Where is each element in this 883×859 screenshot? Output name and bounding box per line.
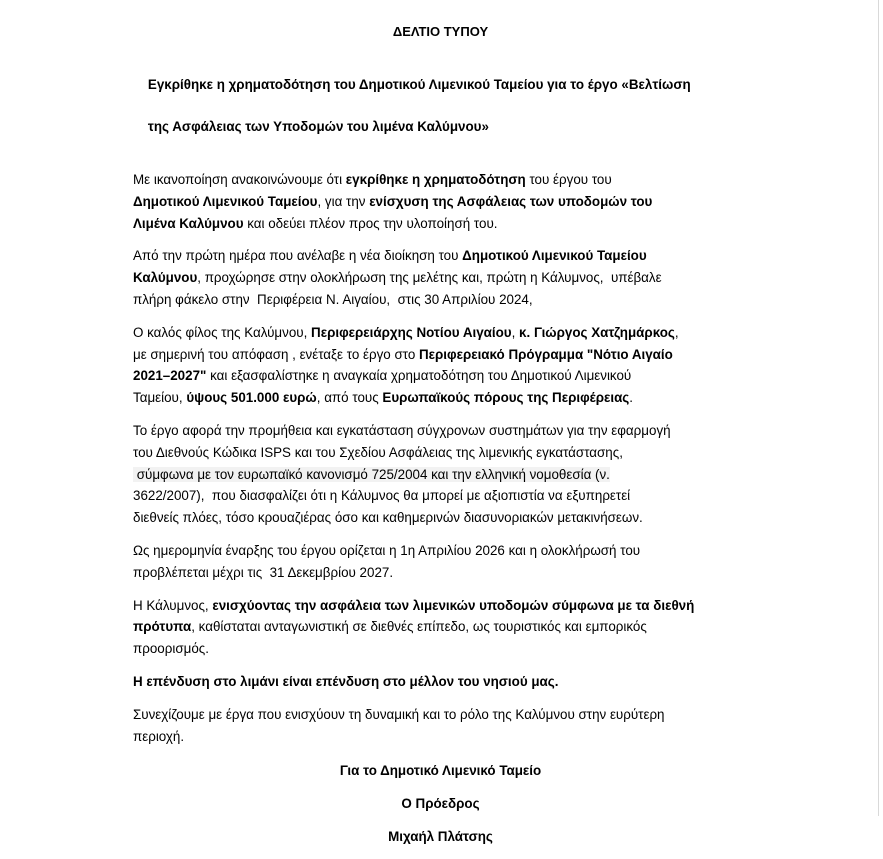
paragraph-competitiveness [133, 595, 748, 660]
p4-line-2: του Διεθνούς Κώδικα ISPS και του Σχεδίου Ασφάλειας της λιμενικής εγκατάστασης, [133, 444, 623, 460]
paragraph-approval [133, 169, 748, 234]
p6-text-2: , καθίσταται ανταγωνιστική σε διεθνές επίπεδο, ως τουριστικός και εμπορικός [191, 619, 647, 635]
headline-line-2: της Ασφάλειας των Υποδομών του λιμένα Καλύμνου» [147, 119, 489, 134]
paragraph-continuation [133, 704, 748, 748]
signature-role: Ο Πρόεδρος [401, 796, 480, 812]
paragraph-investment-statement [133, 671, 748, 693]
p1-text-2: του έργου του [525, 172, 612, 187]
p2-text-3: πλήρη φάκελο στην Περιφέρεια Ν. Αιγαίου, στις 30 Απριλίου 2024, [133, 291, 533, 307]
p4-line-4: 3622/2007), που διασφαλίζει ότι η Κάλυμνος θα μπορεί με αξιοπιστία να εξυπηρετεί [133, 488, 631, 504]
p1-text-1: Με ικανοποίηση ανακοινώνουμε ότι [133, 172, 346, 187]
p3-text-4: με σημερινή του απόφαση , ενέταξε το έργο στο [133, 346, 419, 362]
headline-line-1: Εγκρίθηκε η χρηματοδότηση του Δημοτικού Λιμενικού Ταμείου για το έργο «Βελτίωση [147, 77, 691, 92]
p4-line-5: διεθνείς πλόες, τόσο κρουαζιέρας όσο και καθημερινών διασυνοριακών μετακινήσεων. [133, 510, 643, 526]
paragraph-administration [133, 245, 748, 310]
p2-bold-1: Δημοτικού Λιμενικού Ταμείου [462, 248, 647, 264]
p3-text-3: , [674, 324, 679, 340]
signature-name: Μιχαήλ Πλάτσης [388, 829, 493, 845]
p3-text-1: Ο καλός φίλος της Καλύμνου, [133, 324, 312, 340]
p3-text-6: Ταμείου, [133, 390, 187, 406]
p6-text-1: Η Κάλυμνος, [133, 597, 213, 613]
p5-line-2: προβλέπεται μέχρι τις 31 Δεκεμβρίου 2027. [133, 564, 394, 580]
p6-text-3: προορισμός. [133, 641, 209, 657]
p3-bold-4: 2021–2027" [133, 368, 207, 384]
p8-line-1: Συνεχίζουμε με έργα που ενισχύουν τη δυναμική και το ρόλο της Καλύμνου στην ευρύτερη [133, 706, 665, 722]
p3-text-8: . [629, 390, 634, 406]
p3-text-5: και εξασφαλίστηκε η αναγκαία χρηματοδότηση του Δημοτικού Λιμενικού [206, 368, 632, 384]
p4-line-1: Το έργο αφορά την προμήθεια και εγκατάσταση σύγχρονων συστημάτων για την εφαρμογή [133, 422, 671, 438]
p2-text-2: , προχώρησε στην ολοκλήρωση της μελέτης και, πρώτη η Κάλυμνος, υπέβαλε [197, 270, 662, 286]
paragraph-funding [133, 322, 748, 409]
p5-line-1: Ως ημερομηνία έναρξης του έργου ορίζεται η 1η Απριλίου 2026 και η ολοκλήρωσή του [133, 542, 641, 558]
paragraph-project-scope [133, 420, 748, 529]
p3-bold-1: Περιφερειάρχης Νοτίου Αιγαίου [311, 324, 512, 340]
paragraph-timeline [133, 540, 748, 584]
document-title: ΔΕΛΤΙΟ ΤΥΠΟΥ [392, 24, 489, 39]
signature-organization: Για το Δημοτικό Λιμενικό Ταμείο [339, 763, 542, 779]
p6-bold-1: ενισχύοντας την ασφάλεια των λιμενικών υποδομών σύμφωνα με τα διεθνή [212, 597, 695, 613]
p1-text-3: , για την [317, 193, 370, 209]
p1-bold-3: ενίσχυση της Ασφάλειας των υποδομών του [369, 193, 653, 209]
p8-line-2: περιοχή. [133, 728, 185, 744]
p3-bold-5: ύψους 501.000 ευρώ [186, 390, 317, 406]
p3-bold-2: κ. Γιώργος Χατζημάρκος [519, 324, 675, 340]
headline [133, 53, 748, 158]
p3-text-2: , [511, 324, 520, 340]
p3-text-7: , από τους [316, 390, 383, 406]
p6-bold-2: πρότυπα [133, 619, 192, 635]
p1-bold-2: Δημοτικού Λιμενικού Ταμείου [133, 193, 318, 209]
page-edge-divider [878, 0, 879, 816]
p2-bold-2: Καλύμνου [133, 270, 198, 286]
p7-bold: Η επένδυση στο λιμάνι είναι επένδυση στο μέλλον του νησιού μας. [133, 673, 559, 689]
p3-bold-6: Ευρωπαϊκούς πόρους της Περιφέρειας [382, 390, 630, 406]
p1-bold-4: Λιμένα Καλύμνου [133, 215, 244, 231]
p1-text-4: και οδεύει πλέον προς την υλοποίησή του. [243, 215, 498, 231]
p4-line-3: σύμφωνα με τον ευρωπαϊκό κανονισμό 725/2004 και την ελληνική νομοθεσία (ν. [133, 466, 610, 482]
press-release-document [133, 22, 748, 859]
p1-bold-1: εγκρίθηκε η χρηματοδότηση [345, 172, 526, 187]
p3-bold-3: Περιφερειακό Πρόγραμμα "Νότιο Αιγαίο [418, 346, 673, 362]
p2-text-1: Από την πρώτη ημέρα που ανέλαβε η νέα διοίκηση του [133, 248, 463, 264]
